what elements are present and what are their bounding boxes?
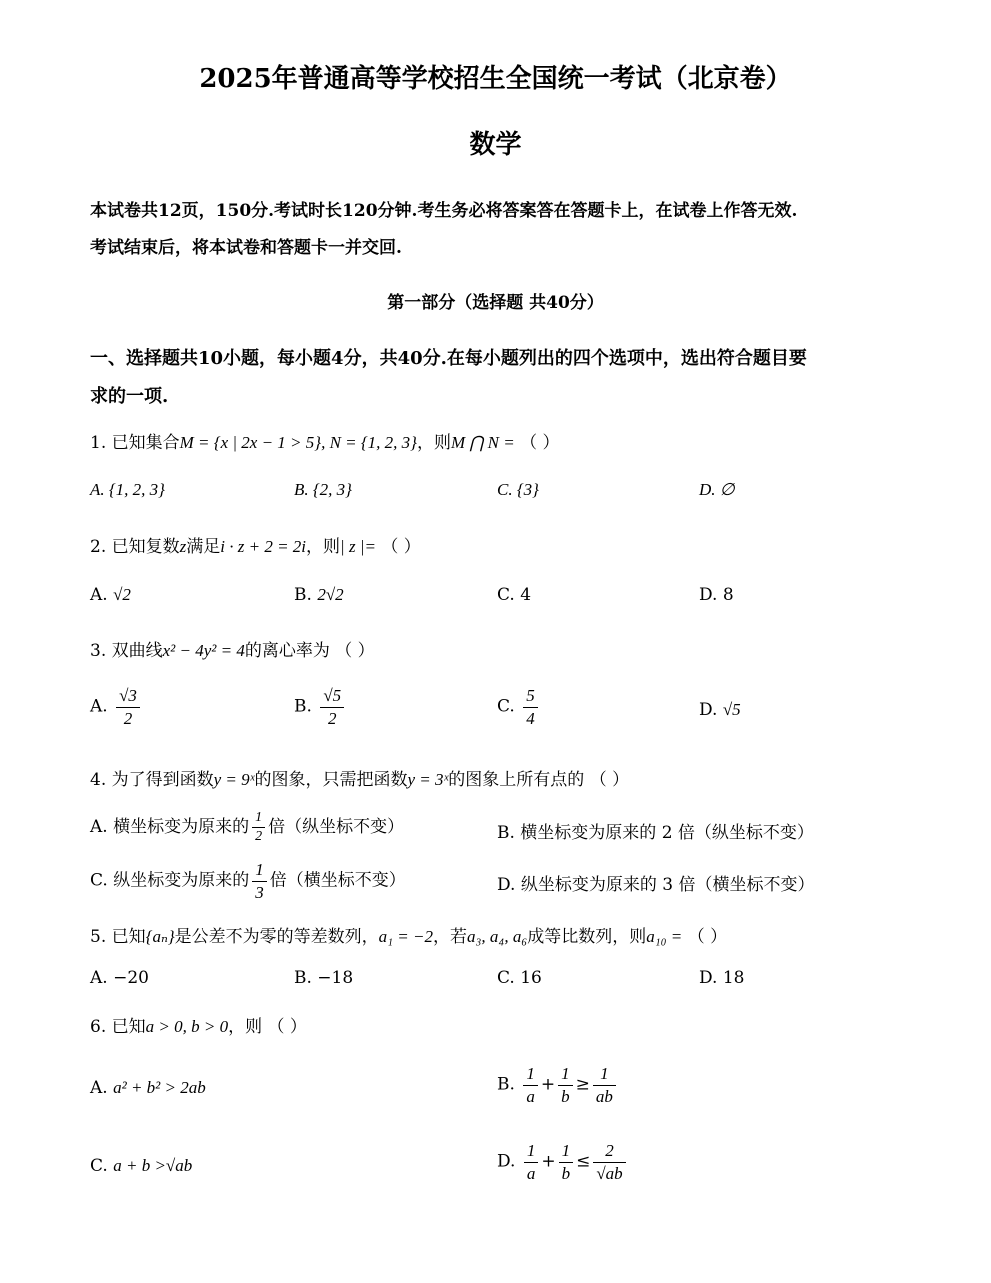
fraction (252, 810, 265, 845)
question-1-stem (90, 428, 559, 453)
option-a (90, 810, 404, 845)
option-b (294, 585, 344, 605)
question-text: 已知 (111, 927, 146, 947)
question-number: 2. (90, 537, 107, 557)
question-3-stem (90, 636, 375, 661)
option-b (497, 1064, 619, 1106)
numerator: 1 (252, 810, 265, 828)
option-a (90, 585, 131, 605)
operator: ≥ (575, 1074, 590, 1095)
denominator: 2 (327, 708, 337, 728)
denominator: ab (595, 1086, 613, 1106)
exam-intro-line-1: 本试卷共12页，150分.考试时长120分钟.考生务必将答案答在答题卡上，在试卷上作答无效. (90, 201, 798, 221)
denominator: 3 (255, 882, 264, 902)
math-expression: M = {x | 2x − 1 > 5}, N = {1, 2, 3} (179, 433, 417, 452)
numerator: 1 (593, 1064, 616, 1086)
option-c: C. 16 (497, 968, 542, 988)
question-text: 成等比数列，则 (527, 927, 647, 947)
fraction (593, 1064, 616, 1106)
math-variable: z (179, 537, 187, 556)
fraction (252, 860, 267, 902)
option-label: B. (497, 1074, 515, 1095)
question-text: 双曲线 (111, 641, 163, 661)
option-value: √2 (113, 585, 131, 604)
option-c (90, 860, 406, 902)
option-a (90, 1078, 206, 1098)
question-number: 1. (90, 433, 107, 453)
option-b: B. −18 (294, 968, 354, 988)
question-2-stem (90, 532, 421, 557)
question-text: ，则 (417, 433, 451, 453)
option-label: D. (497, 1151, 516, 1172)
numerator: 1 (559, 1141, 574, 1163)
math-expression: a₁ = −2 (378, 927, 433, 946)
option-c (497, 686, 541, 728)
option-label: A. (90, 1078, 108, 1098)
question-number: 5. (90, 927, 107, 947)
option-d: D. 纵坐标变为原来的 3 倍（横坐标不变） (497, 875, 815, 895)
fraction (523, 1064, 538, 1106)
option-b: B. 横坐标变为原来的 2 倍（纵坐标不变） (497, 823, 814, 843)
option-text: C. 纵坐标变为原来的 (90, 870, 250, 891)
question-text: ，若 (433, 927, 467, 947)
option-text: 倍（纵坐标不变） (268, 817, 405, 838)
fraction (320, 686, 344, 728)
question-4-stem (90, 765, 629, 790)
math-expression: a > 0, b > 0 (145, 1017, 229, 1036)
option-label: C. (497, 696, 515, 717)
option-c (90, 1156, 192, 1176)
option-c: C. {3} (497, 480, 539, 499)
fraction (558, 1064, 573, 1106)
option-value: √5 (722, 700, 741, 719)
answer-bracket: （ ） (589, 770, 630, 790)
option-d: D. ∅ (699, 480, 735, 499)
answer-bracket: （ ） (520, 433, 560, 453)
question-text: 的图象上所有点的 (448, 770, 585, 790)
denominator: √ab (596, 1163, 623, 1183)
question-5-stem (90, 922, 727, 947)
option-value: a + b > (113, 1156, 166, 1175)
option-b: B. {2, 3} (294, 480, 352, 499)
operator: ≤ (576, 1151, 591, 1172)
numerator: √3 (116, 686, 140, 708)
question-text: 的图象，只需把函数 (254, 770, 408, 790)
section-instruction-line-2: 求的一项. (90, 386, 169, 407)
option-value: 2√2 (317, 585, 344, 604)
denominator: 4 (526, 708, 535, 728)
option-c: C. 4 (497, 585, 532, 605)
answer-bracket: （ ） (381, 537, 421, 557)
question-text: 是公差不为零的等差数列， (174, 927, 379, 947)
denominator: a (526, 1086, 535, 1106)
question-text: 为了得到函数 (111, 770, 214, 790)
option-label: C. (90, 1156, 108, 1176)
numerator: 1 (523, 1064, 538, 1086)
option-a (90, 686, 143, 728)
question-6-stem (90, 1012, 307, 1037)
part-heading: 第一部分（选择题 共40分） (387, 293, 604, 313)
fraction (559, 1141, 574, 1183)
option-text: A. 横坐标变为原来的 (90, 817, 250, 838)
question-text: 已知复数 (111, 537, 180, 557)
math-expression: M ⋂ N = (451, 433, 515, 452)
fraction (116, 686, 140, 728)
fraction (523, 686, 538, 728)
option-label: B. (294, 585, 312, 605)
denominator: 2 (123, 708, 133, 728)
option-value: a² + b² > 2ab (113, 1078, 206, 1097)
math-expression: a₁₀ = (646, 927, 683, 946)
math-expression: y = 3ˣ (407, 770, 449, 789)
exam-intro-line-2: 考试结束后，将本试卷和答题卡一并交回. (90, 238, 402, 258)
sqrt-expression: √ab (165, 1156, 193, 1175)
question-text: ，则 (228, 1017, 263, 1037)
option-a: A. −20 (90, 968, 149, 988)
numerator: 1 (252, 860, 267, 882)
question-text: 满足 (186, 537, 221, 557)
numerator: 1 (558, 1064, 573, 1086)
operator: + (541, 1151, 556, 1172)
numerator: √5 (320, 686, 344, 708)
option-d: D. 8 (699, 585, 734, 605)
question-number: 4. (90, 770, 107, 790)
option-a: A. {1, 2, 3} (90, 480, 165, 499)
option-label: A. (90, 696, 108, 717)
math-expression: x² − 4y² = 4 (162, 641, 245, 660)
fraction (593, 1141, 625, 1183)
numerator: 1 (524, 1141, 539, 1163)
question-number: 3. (90, 641, 107, 661)
question-number: 6. (90, 1017, 107, 1037)
question-text: 的离心率为 (244, 641, 330, 661)
denominator: b (561, 1163, 571, 1183)
math-expression: | z |= (340, 537, 376, 556)
denominator: a (526, 1163, 536, 1183)
exam-title: 2025年普通高等学校招生全国统一考试（北京卷） (199, 64, 792, 94)
question-text: ，则 (306, 537, 341, 557)
option-label: D. (699, 700, 718, 720)
answer-bracket: （ ） (687, 927, 728, 947)
denominator: b (561, 1086, 570, 1106)
option-text: 倍（横坐标不变） (269, 870, 406, 891)
option-label: A. (90, 585, 108, 605)
math-expression: a₃, a₄, a₆ (467, 927, 528, 946)
numerator: 2 (593, 1141, 625, 1163)
option-d: D. 18 (699, 968, 745, 988)
answer-bracket: （ ） (267, 1017, 307, 1037)
question-text: 已知 (111, 1017, 146, 1037)
exam-subject: 数学 (469, 130, 522, 160)
option-b (294, 686, 347, 728)
numerator: 5 (523, 686, 538, 708)
fraction (524, 1141, 539, 1183)
question-text: 已知集合 (111, 433, 180, 453)
answer-bracket: （ ） (335, 641, 375, 661)
math-expression: y = 9ˣ (213, 770, 255, 789)
option-d (699, 700, 741, 720)
option-d (497, 1141, 629, 1183)
denominator: 2 (255, 829, 263, 845)
section-instruction-line-1: 一、选择题共10小题，每小题4分，共40分.在每小题列出的四个选项中，选出符合题目要 (90, 348, 807, 369)
math-expression: i · z + 2 = 2i (220, 537, 307, 556)
math-expression: {aₙ} (145, 927, 175, 946)
operator: + (540, 1074, 556, 1095)
option-label: B. (294, 696, 312, 717)
